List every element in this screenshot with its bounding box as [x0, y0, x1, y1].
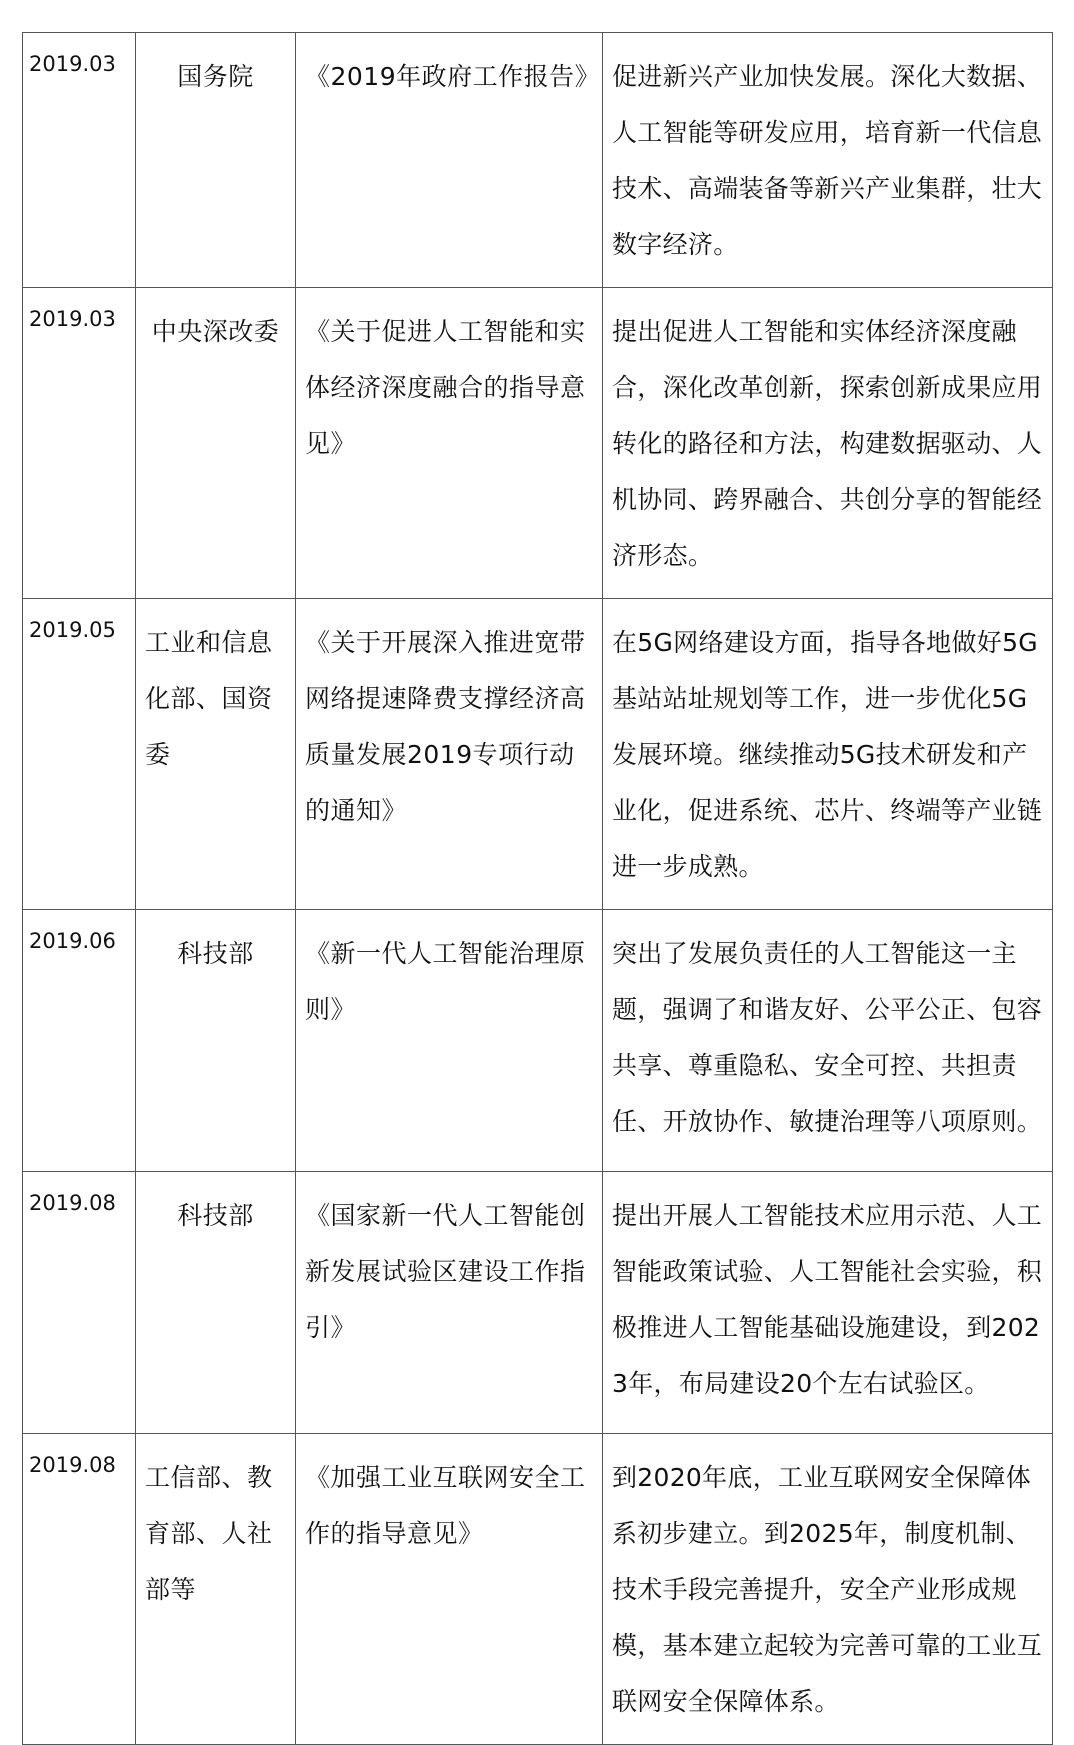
table-row: [23, 910, 1053, 1172]
table-row: [23, 1172, 1053, 1434]
agency-cell: 工信部、教育部、人社部等: [136, 1434, 296, 1745]
description-cell: 在5G网络建设方面，指导各地做好5G基站站址规划等工作，进一步优化5G发展环境。继续推动5G技术研发和产业化，促进系统、芯片、终端等产业链进一步成熟。: [603, 599, 1053, 910]
description-cell: 到2020年底，工业互联网安全保障体系初步建立。到2025年，制度机制、技术手段完善提升，安全产业形成规模，基本建立起较为完善可靠的工业互联网安全保障体系。: [603, 1434, 1053, 1745]
description-cell: 促进新兴产业加快发展。深化大数据、人工智能等研发应用，培育新一代信息技术、高端装备等新兴产业集群，壮大数字经济。: [603, 33, 1053, 288]
document-cell: 《关于促进人工智能和实体经济深度融合的指导意见》: [296, 288, 603, 599]
table-row: [23, 33, 1053, 288]
date-cell: 2019.08: [23, 1434, 136, 1745]
agency-cell: 工业和信息化部、国资委: [136, 599, 296, 910]
agency-cell: 国务院: [136, 33, 296, 288]
table-row: [23, 1434, 1053, 1745]
date-cell: 2019.08: [23, 1172, 136, 1434]
policy-table: [22, 32, 1053, 1745]
document-cell: 《新一代人工智能治理原则》: [296, 910, 603, 1172]
agency-cell: 科技部: [136, 1172, 296, 1434]
table-row: [23, 599, 1053, 910]
description-cell: 提出促进人工智能和实体经济深度融合，深化改革创新，探索创新成果应用转化的路径和方法，构建数据驱动、人机协同、跨界融合、共创分享的智能经济形态。: [603, 288, 1053, 599]
date-cell: 2019.06: [23, 910, 136, 1172]
date-cell: 2019.03: [23, 33, 136, 288]
document-cell: 《加强工业互联网安全工作的指导意见》: [296, 1434, 603, 1745]
document-cell: 《关于开展深入推进宽带网络提速降费支撑经济高质量发展2019专项行动的通知》: [296, 599, 603, 910]
table-row: [23, 288, 1053, 599]
date-cell: 2019.05: [23, 599, 136, 910]
agency-cell: 中央深改委: [136, 288, 296, 599]
document-cell: 《国家新一代人工智能创新发展试验区建设工作指引》: [296, 1172, 603, 1434]
agency-cell: 科技部: [136, 910, 296, 1172]
description-cell: 提出开展人工智能技术应用示范、人工智能政策试验、人工智能社会实验，积极推进人工智能基础设施建设，到2023年，布局建设20个左右试验区。: [603, 1172, 1053, 1434]
date-cell: 2019.03: [23, 288, 136, 599]
document-cell: 《2019年政府工作报告》: [296, 33, 603, 288]
description-cell: 突出了发展负责任的人工智能这一主题，强调了和谐友好、公平公正、包容共享、尊重隐私、安全可控、共担责任、开放协作、敏捷治理等八项原则。: [603, 910, 1053, 1172]
